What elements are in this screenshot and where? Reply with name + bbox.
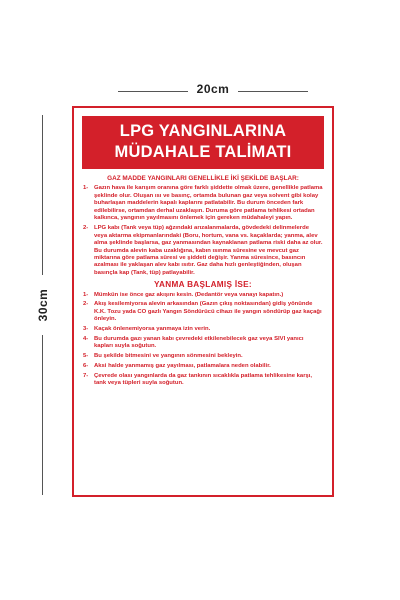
item-text: Aksi halde yanmamış gaz yayılması, patlamalara neden olabilir. (94, 362, 271, 369)
width-label: 20cm (196, 82, 230, 96)
item-text: Bu şekilde bitmesini ve yangının sönmesini bekleyin. (94, 353, 243, 360)
list-item (83, 185, 323, 222)
list-item (83, 301, 323, 323)
list-item (83, 353, 323, 360)
title-banner (82, 116, 324, 169)
item-text: Gazın hava ile karışım oranına göre farklı şiddette olmak üzere, genellikle patlama şeklinde olur. Oluşan ısı ve basınç, ortamda bulunan gaz veya solvent gibi kolay buharlaşan maddelerin kapalı kaplarını patlatabilir. Bu durum önceden fark edilebilirse, ortamdan derhal uzaklaşın. Duruma göre patlama tehlikesi ortadan kalkınca, yangının yayılmasını önlemek için gereken müdahaleyi yapın. (94, 185, 323, 222)
item-text: Bu durumda gazı yanan kabı çevredeki etkilenebilecek gaz veya SIVI yanıcı kapları suyla soğutun. (94, 335, 304, 350)
section1-heading: GAZ MADDE YANGINLARI GENELLİKLE İKİ ŞEKİLDE BAŞLAR: (107, 175, 299, 182)
list-item (83, 225, 323, 277)
list-item (83, 363, 323, 370)
section2-heading: YANMA BAŞLAMIŞ İSE: (154, 280, 252, 290)
item-number: 1- (83, 185, 89, 192)
section2-list (83, 292, 323, 388)
item-text: LPG kabı (Tank veya tüp) ağzındaki arızalanmalarda, gövdedeki delinmelerde veya aktarma ekipmanlarındaki (Boru, hortum, vana vs. kaçaklarda; yanma, alev alma şeklinde başlarsa, gaz yanmasından kaynaklanan patlama riski daha az olur. Bu durumda alevin kaba uzaklığına, kabın ısınma süresine ve mevcut gaz miktarına göre patlama süresi ve şiddeti değişir. Yanma süresince, basıncın azalması ile yaklaşan alev kabı ısıtır. Gaz daha hızlı genleştiğinden, oluşan basınçla kap (Tank, tüp) patlayabilir. (94, 225, 323, 276)
list-item (83, 336, 323, 351)
item-number: 1- (83, 291, 89, 298)
list-item (83, 326, 323, 333)
section1-list (83, 185, 323, 277)
item-number: 7- (83, 372, 89, 379)
dimension-line (238, 91, 308, 92)
instruction-sign (72, 106, 334, 497)
height-dimension (34, 115, 52, 495)
item-number: 2- (83, 225, 89, 232)
item-text: Akış kesilemiyorsa alevin arkasından (Gazın çıkış noktasından) gidiş yönünde K.K. Tozu yada CO gazlı Yangın Söndürücü cihazı ile yangın söndürüp gaz kaçağı önleyin. (94, 301, 322, 323)
list-item (83, 373, 323, 388)
title-line-1: LPG YANGINLARINA (119, 122, 287, 140)
title-line-2: MÜDAHALE TALİMATI (114, 143, 292, 161)
item-text: Mümkün ise önce gaz akışını kesin. (Dedantör veya vanayı kapatın.) (94, 291, 284, 298)
item-number: 3- (83, 326, 89, 333)
item-number: 6- (83, 362, 89, 369)
list-item (83, 292, 323, 299)
item-number: 2- (83, 301, 89, 308)
item-number: 5- (83, 353, 89, 360)
dimension-line (42, 115, 43, 275)
item-number: 4- (83, 335, 89, 342)
item-text: Kaçak önlenemiyorsa yanmaya izin verin. (94, 326, 211, 333)
item-text: Çevrede olası yangınlarda da gaz tankının sıcaklıkla patlama tehlikesine karşı, tank veya tüpleri suyla soğutun. (94, 372, 313, 387)
width-dimension (118, 82, 308, 98)
height-label: 30cm (36, 288, 50, 322)
dimension-line (42, 335, 43, 495)
sign-content (83, 175, 323, 390)
